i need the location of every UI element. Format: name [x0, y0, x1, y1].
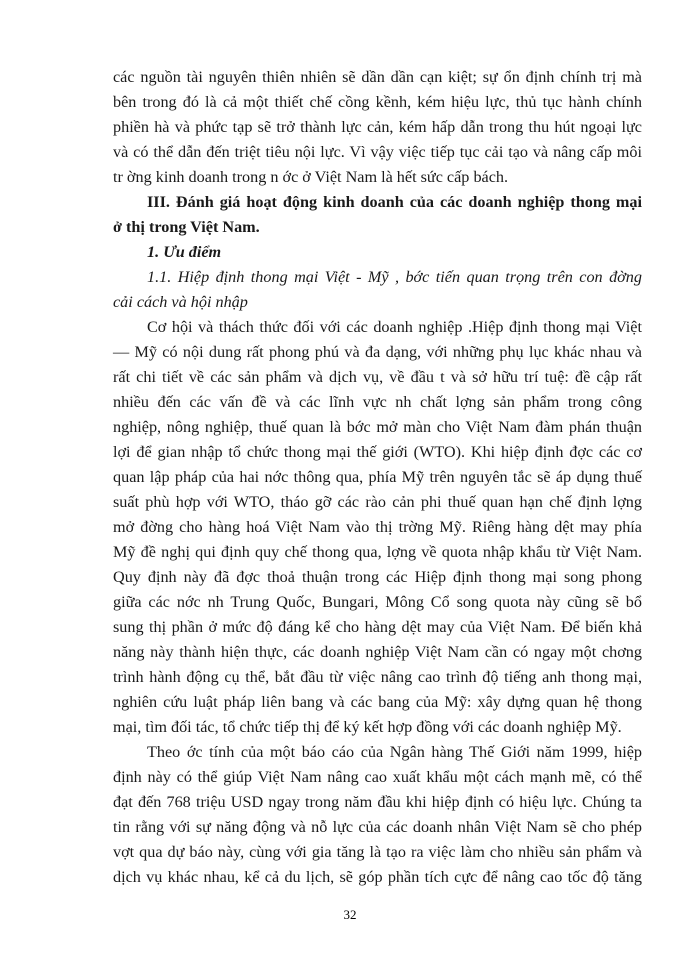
- page-number: 32: [343, 907, 357, 922]
- text-line: nghiên cứu luật pháp liên bang và các bang của Mỹ: xây dựng quan hệ thong: [113, 693, 642, 711]
- text-line: mở đờng cho hàng hoá Việt Nam vào thị trờng Mỹ. Riêng hàng dệt may phía: [113, 518, 642, 536]
- paragraph-first-line: Theo ớc tính của một báo cáo của Ngân hàng Thế Giới năm 1999, hiệp: [147, 743, 642, 761]
- text-line: rất chi tiết về các sản phẩm và dịch vụ, về đầu t và sở hữu trí tuệ: đề cập rất: [113, 368, 642, 386]
- text-line: bên trong đó là cả một thiết chế cồng kềnh, kém hiệu lực, thủ tục hành chính: [113, 93, 642, 111]
- text-line: dịch vụ khác nhau, kể cả du lịch, sẽ góp phần tích cực để nâng cao tốc độ tăng: [113, 868, 642, 886]
- text-line: nghiệp, nông nghiệp, thuế quan là bớc mở màn cho Việt Nam đàm phán thuận: [113, 418, 642, 436]
- sub-subsection-heading: 1.1. Hiệp định thong mại Việt - Mỹ , bớc tiến quan trọng trên con đờng: [147, 268, 642, 286]
- text-line: định này có thể giúp Việt Nam nâng cao xuất khẩu một cách mạnh mẽ, có thể: [113, 768, 642, 786]
- text-line: giữa các nớc nh Trung Quốc, Bungari, Mông Cổ song quota này cũng sẽ bổ: [113, 593, 642, 611]
- text-line: quan lập pháp của hai nớc thông qua, phía Mỹ trên nguyên tắc sẽ áp dụng thuế: [113, 468, 642, 486]
- subsection-heading: 1. Ưu điểm: [147, 243, 222, 261]
- section-heading-cont: ở thị trong Việt Nam.: [113, 218, 260, 236]
- text-line: đạt đến 768 triệu USD ngay trong năm đầu khi hiệp định có hiệu lực. Chúng ta: [113, 793, 642, 811]
- text-line: phiền hà và phức tạp sẽ trở thành lực cản, kém hấp dẫn trong thu hút ngoại lực: [113, 118, 642, 136]
- sub-subsection-heading-cont: cải cách và hội nhập: [113, 293, 248, 311]
- text-line: sung thị phần ở mức độ đáng kể cho hàng dệt may của Việt Nam. Để biến khả: [113, 618, 642, 636]
- text-line: trình hành động cụ thể, bắt đầu từ việc nâng cao trình độ tiếng anh thong mại,: [113, 668, 642, 686]
- text-line: mại, tìm đối tác, tổ chức tiếp thị để ký kết hợp đồng với các doanh nghiệp Mỹ.: [113, 718, 622, 736]
- text-line: nhiều đến các vấn đề và các lĩnh vực nh chất lợng sản phẩm trong công: [113, 393, 642, 411]
- text-line: — Mỹ có nội dung rất phong phú và đa dạng, với những phụ lục khác nhau và: [113, 343, 642, 361]
- paragraph-first-line: Cơ hội và thách thức đối với các doanh nghiệp .Hiệp định thong mại Việt: [147, 318, 642, 336]
- text-line: tin rằng với sự năng động và nỗ lực của các doanh nhân Việt Nam sẽ cho phép: [113, 818, 642, 836]
- text-line: Quy định này đã đợc thoả thuận trong các Hiệp định thong mại song phong: [113, 568, 642, 586]
- text-line: lợi để gian nhập tổ chức thong mại thế giới (WTO). Khi hiệp định đợc các cơ: [113, 443, 642, 461]
- text-line: năng này thành hiện thực, các doanh nghiệp Việt Nam cần có ngay một chơng: [113, 643, 642, 661]
- text-line: các nguồn tài nguyên thiên nhiên sẽ dần dần cạn kiệt; sự ổn định chính trị mà: [113, 68, 642, 86]
- text-line: tr ờng kinh doanh trong n ớc ở Việt Nam là hết sức cấp bách.: [113, 168, 509, 186]
- section-heading: III. Đánh giá hoạt động kinh doanh của các doanh nghiệp thong mại: [147, 193, 642, 211]
- text-line: suất phù hợp với WTO, tháo gỡ các rào cản phi thuế quan hạn chế định lợng: [113, 493, 642, 511]
- text-line: Mỹ đề nghị qui định quy chế thong qua, lợng về quota nhập khẩu từ Việt Nam.: [113, 543, 642, 561]
- text-line: và có thể dẫn đến triệt tiêu nội lực. Vì vậy việc tiếp tục cải tạo và nâng cấp môi: [113, 143, 642, 161]
- text-line: vợt qua dự báo này, cùng với gia tăng là tạo ra việc làm cho nhiều sản phẩm và: [113, 843, 642, 861]
